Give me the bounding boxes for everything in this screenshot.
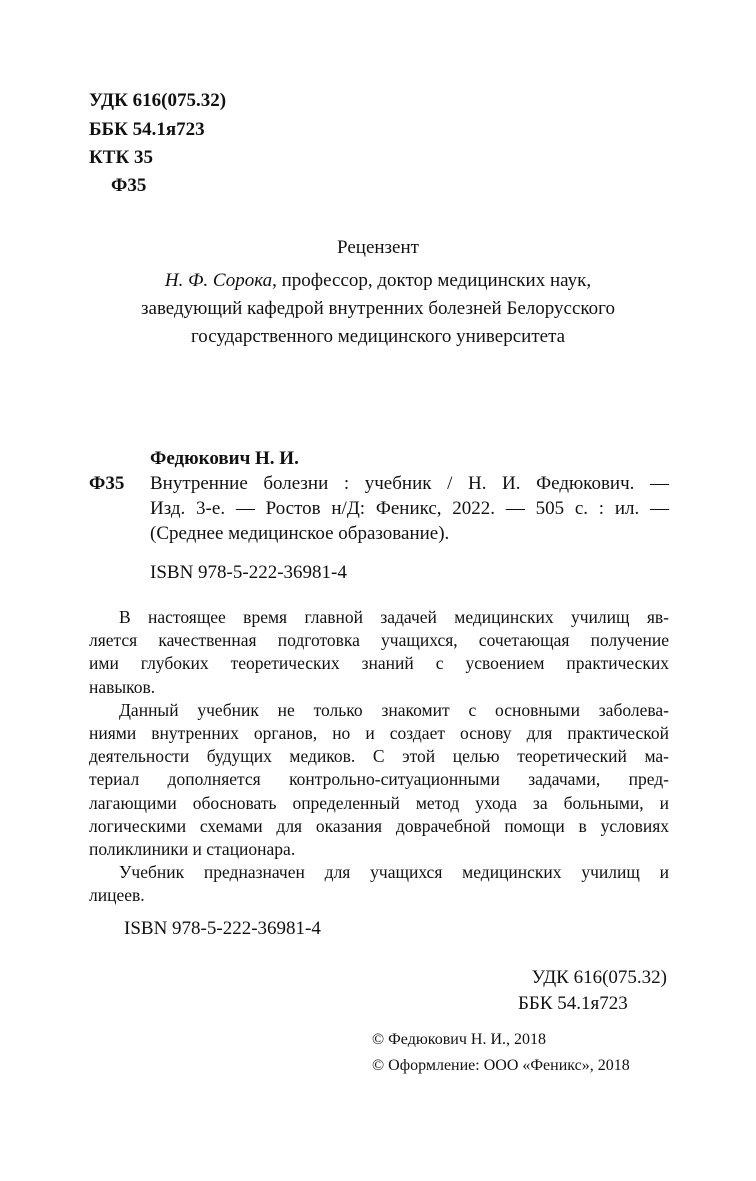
annotation-line: логическими схемами для оказания доврачебной помощи в условиях	[89, 815, 669, 836]
annotation-line: деятельности будущих медиков. С этой целью теоретический ма-	[89, 746, 669, 767]
bib-mark: Ф35	[89, 473, 125, 494]
annotation-line: В настоящее время главной задачей медицинских училищ яв-	[119, 607, 669, 627]
ktk-code: КТК 35	[89, 147, 153, 168]
author-mark-top: Ф35	[111, 175, 147, 196]
annotation-line: териал дополняется контрольно-ситуационными задачами, пред-	[89, 769, 669, 790]
annotation-line: лицеев.	[89, 885, 145, 906]
annotation-line: Учебник предназначен для учащихся медицинских училищ и	[119, 862, 669, 883]
annotation	[89, 606, 669, 908]
reviewer-line-3: государственного медицинского университета	[190, 326, 566, 347]
annotation-paragraph-2	[89, 699, 669, 861]
annotation-line: поликлиники и стационара.	[89, 839, 296, 860]
bbk-code: ББК 54.1я723	[89, 119, 205, 140]
isbn-bottom: ISBN 978-5-222-36981-4	[124, 918, 321, 939]
annotation-line: лагающими обосновать определенный метод ухода за больными, и	[89, 792, 669, 813]
bbk-code-bottom: ББК 54.1я723	[518, 993, 628, 1014]
reviewer-line-2: заведующий кафедрой внутренних болезней Белорусского	[141, 298, 615, 319]
bib-line-2: Изд. 3-е. — Ростов н/Д: Феникс, 2022. — 505 с. : ил. —	[150, 498, 669, 519]
annotation-line: ляется качественная подготовка учащихся, сочетающая получение	[89, 630, 669, 651]
reviewer-heading: Рецензент	[337, 237, 419, 258]
annotation-line: навыков.	[89, 676, 156, 697]
udk-code-bottom: УДК 616(075.32)	[531, 967, 667, 988]
reviewer-line-1	[0, 270, 756, 292]
annotation-line: ими глубоких теоретических знаний с усвоением практических	[89, 653, 669, 674]
copyright-author: © Федюкович Н. И., 2018	[372, 1031, 547, 1048]
bib-line-1: Внутренние болезни : учебник / Н. И. Федюкович. —	[150, 473, 669, 494]
bib-author: Федюкович Н. И.	[150, 448, 299, 469]
annotation-line: Данный учебник не только знакомит с основными заболева-	[119, 699, 669, 720]
reviewer-name: Н. Ф. Сорока	[164, 270, 273, 291]
bib-line-3: (Среднее медицинское образование).	[150, 523, 450, 544]
annotation-paragraph-1	[89, 606, 669, 699]
bib-isbn: ISBN 978-5-222-36981-4	[150, 562, 347, 583]
udk-code: УДК 616(075.32)	[89, 90, 227, 111]
annotation-paragraph-3	[89, 861, 669, 907]
annotation-line: ниями внутренних органов, но и создает основу для практической	[89, 723, 669, 744]
reviewer-title: , профессор, доктор медицинских наук,	[272, 270, 592, 291]
copyright-design: © Оформление: ООО «Феникс», 2018	[372, 1057, 630, 1074]
